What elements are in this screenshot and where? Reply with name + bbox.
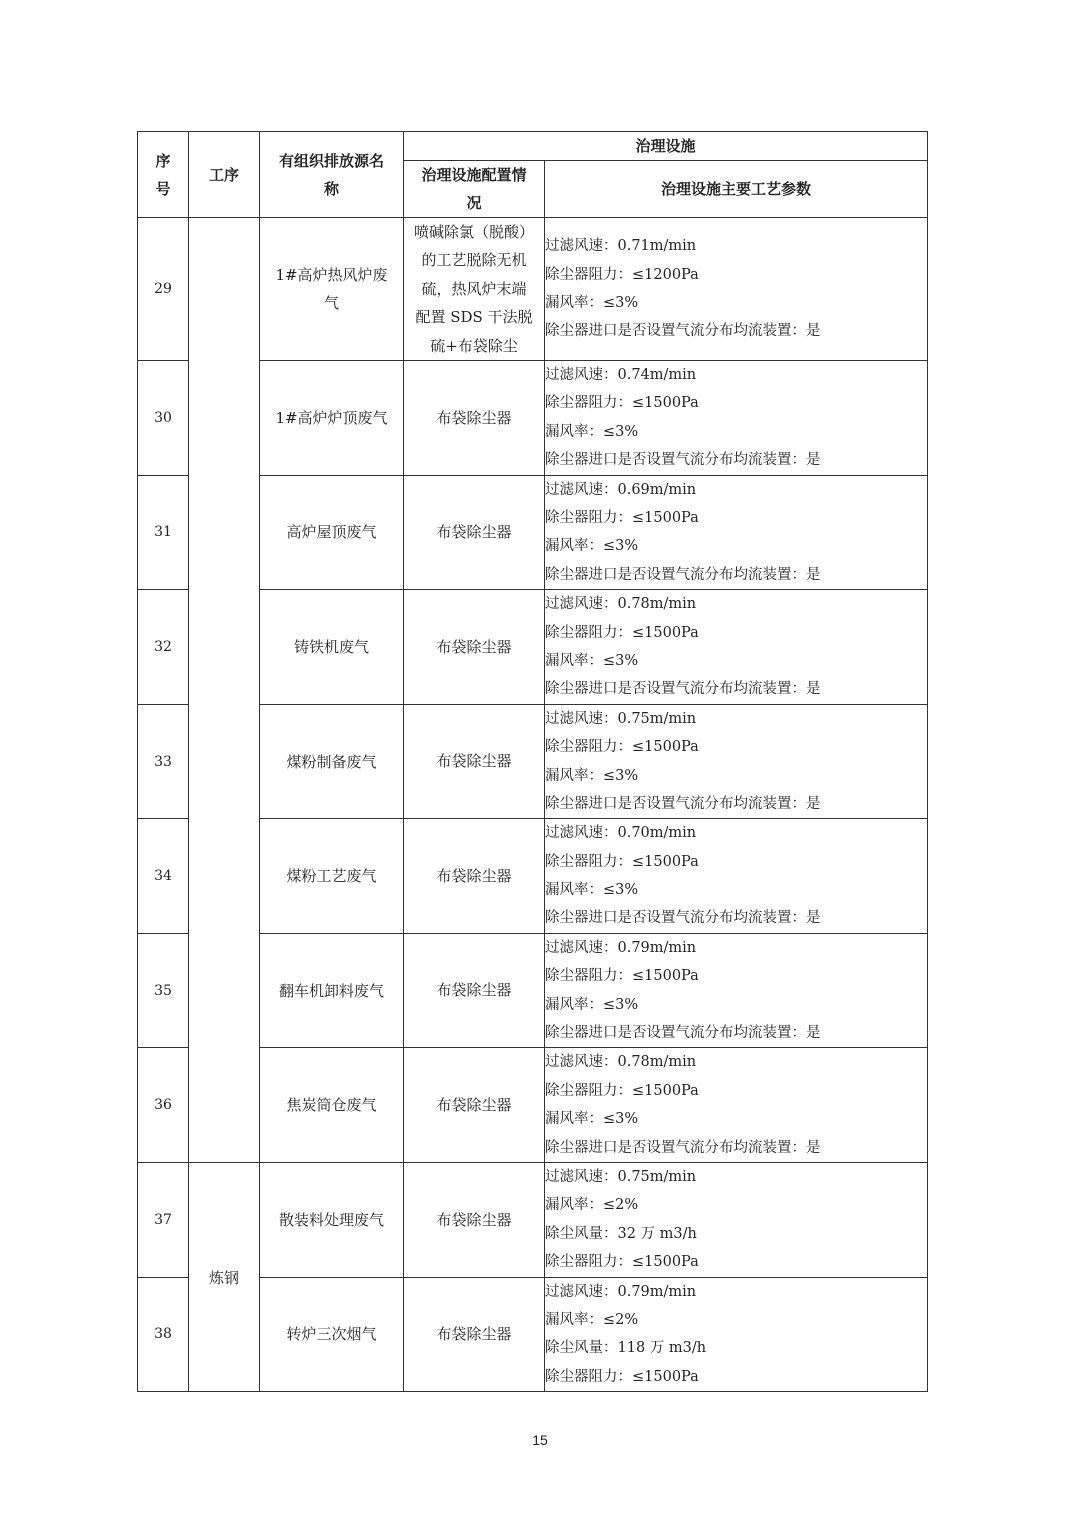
param-line: 除尘风量：32 万 m3/h [545, 1225, 697, 1242]
param-line: 过滤风速：0.74m/min [545, 367, 697, 384]
header-index-line-1: 序 [155, 151, 171, 170]
row-number: 31 [138, 475, 189, 590]
param-line: 漏风率：≤3% [545, 538, 639, 555]
process-label: 炼钢 [208, 1268, 239, 1287]
facility-config: 布袋除尘器 [404, 1048, 545, 1163]
row-number: 34 [138, 819, 189, 934]
header-facility-config-line-1: 治理设施配置情 [421, 166, 527, 184]
param-line: 过滤风速：0.75m/min [545, 1168, 697, 1185]
facility-line: 喷碱除氯（脱酸） [413, 223, 534, 241]
param-line: 除尘器阻力：≤1500Pa [545, 1082, 699, 1099]
row-number: 30 [138, 361, 189, 476]
page-number: 15 [532, 1432, 548, 1448]
row-number: 37 [138, 1162, 189, 1277]
param-line: 除尘器阻力：≤1500Pa [545, 1368, 699, 1385]
param-line: 除尘器进口是否设置气流分布均流装置：是 [545, 910, 821, 927]
param-line: 过滤风速：0.78m/min [545, 596, 697, 613]
header-index [138, 132, 189, 218]
row-number: 33 [138, 704, 189, 819]
facility-config: 布袋除尘器 [404, 933, 545, 1048]
row-number: 38 [138, 1277, 189, 1392]
facility-config: 布袋除尘器 [404, 819, 545, 934]
param-line: 漏风率：≤3% [545, 423, 639, 440]
param-line: 除尘器阻力：≤1500Pa [545, 968, 699, 985]
param-line: 漏风率：≤3% [545, 767, 639, 784]
source-name: 焦炭筒仓废气 [260, 1048, 404, 1163]
param-line: 除尘风量：118 万 m3/h [545, 1340, 707, 1357]
row-number: 35 [138, 933, 189, 1048]
facility-params [545, 1162, 928, 1277]
header-facility-group: 治理设施 [404, 132, 928, 161]
header-facility-params: 治理设施主要工艺参数 [545, 161, 928, 218]
param-line: 除尘器阻力：≤1500Pa [545, 509, 699, 526]
facility-params [545, 704, 928, 819]
row-number: 29 [138, 218, 189, 361]
param-line: 除尘器阻力：≤1500Pa [545, 624, 699, 641]
header-facility-config [404, 161, 545, 218]
facility-params [545, 1277, 928, 1392]
facility-line: 的工艺脱除无机 [421, 251, 527, 270]
facility-params [545, 933, 928, 1048]
param-line: 除尘器阻力：≤1500Pa [545, 739, 699, 756]
param-line: 漏风率：≤3% [545, 882, 639, 899]
source-name: 煤粉工艺废气 [260, 819, 404, 934]
source-name [260, 218, 404, 361]
param-line: 过滤风速：0.75m/min [545, 710, 697, 727]
emission-source-table [137, 131, 928, 1392]
param-line: 漏风率：≤3% [545, 295, 639, 312]
header-source [260, 132, 404, 218]
process-cell-steelmaking [189, 1162, 260, 1391]
facility-params [545, 819, 928, 934]
param-line: 除尘器进口是否设置气流分布均流装置：是 [545, 452, 821, 469]
source-name-line: 气 [323, 294, 339, 313]
param-line: 过滤风速：0.78m/min [545, 1054, 697, 1071]
facility-config: 布袋除尘器 [404, 1277, 545, 1392]
facility-params [545, 475, 928, 590]
header-index-line-2: 号 [155, 179, 171, 198]
facility-config: 布袋除尘器 [404, 1162, 545, 1277]
process-cell-ironmaking [189, 218, 260, 1163]
header-process: 工序 [189, 132, 260, 218]
facility-params [545, 361, 928, 476]
param-line: 漏风率：≤2% [545, 1197, 639, 1214]
param-line: 漏风率：≤3% [545, 996, 639, 1013]
source-name: 散装料处理废气 [260, 1162, 404, 1277]
param-line: 过滤风速：0.79m/min [545, 1283, 697, 1300]
facility-config [404, 218, 545, 361]
param-line: 漏风率：≤2% [545, 1311, 639, 1328]
row-number: 32 [138, 590, 189, 705]
param-line: 除尘器进口是否设置气流分布均流装置：是 [545, 681, 821, 698]
param-line: 过滤风速：0.71m/min [545, 238, 697, 255]
param-line: 过滤风速：0.79m/min [545, 939, 697, 956]
source-name: 1#高炉炉顶废气 [260, 361, 404, 476]
facility-params [545, 218, 928, 361]
param-line: 漏风率：≤3% [545, 652, 639, 669]
facility-config: 布袋除尘器 [404, 475, 545, 590]
param-line: 除尘器进口是否设置气流分布均流装置：是 [545, 566, 821, 583]
source-name: 翻车机卸料废气 [260, 933, 404, 1048]
facility-params [545, 1048, 928, 1163]
table-row [138, 1162, 928, 1277]
header-source-line-1: 有组织排放源名 [278, 151, 384, 170]
row-number: 36 [138, 1048, 189, 1163]
table-row [138, 218, 928, 361]
facility-params [545, 590, 928, 705]
facility-config: 布袋除尘器 [404, 590, 545, 705]
param-line: 除尘器阻力：≤1500Pa [545, 1254, 699, 1271]
facility-config: 布袋除尘器 [404, 361, 545, 476]
param-line: 除尘器阻力：≤1500Pa [545, 853, 699, 870]
param-line: 除尘器进口是否设置气流分布均流装置：是 [545, 795, 821, 812]
facility-line: 硫，热风炉末端 [421, 279, 527, 298]
facility-line: 配置 SDS 干法脱 [415, 308, 533, 327]
source-name-line: 1#高炉热风炉废 [275, 266, 388, 285]
param-line: 过滤风速：0.70m/min [545, 825, 697, 842]
header-source-line-2: 称 [323, 179, 339, 198]
param-line: 过滤风速：0.69m/min [545, 481, 697, 498]
facility-config: 布袋除尘器 [404, 704, 545, 819]
source-name: 铸铁机废气 [260, 590, 404, 705]
param-line: 除尘器阻力：≤1200Pa [545, 266, 699, 283]
param-line: 除尘器阻力：≤1500Pa [545, 395, 699, 412]
source-name: 转炉三次烟气 [260, 1277, 404, 1392]
source-name: 煤粉制备废气 [260, 704, 404, 819]
source-name: 高炉屋顶废气 [260, 475, 404, 590]
header-facility-config-line-2: 况 [466, 194, 482, 212]
param-line: 除尘器进口是否设置气流分布均流装置：是 [545, 323, 821, 340]
param-line: 除尘器进口是否设置气流分布均流装置：是 [545, 1139, 821, 1156]
param-line: 除尘器进口是否设置气流分布均流装置：是 [545, 1025, 821, 1042]
facility-line: 硫+布袋除尘 [430, 336, 518, 355]
param-line: 漏风率：≤3% [545, 1111, 639, 1128]
